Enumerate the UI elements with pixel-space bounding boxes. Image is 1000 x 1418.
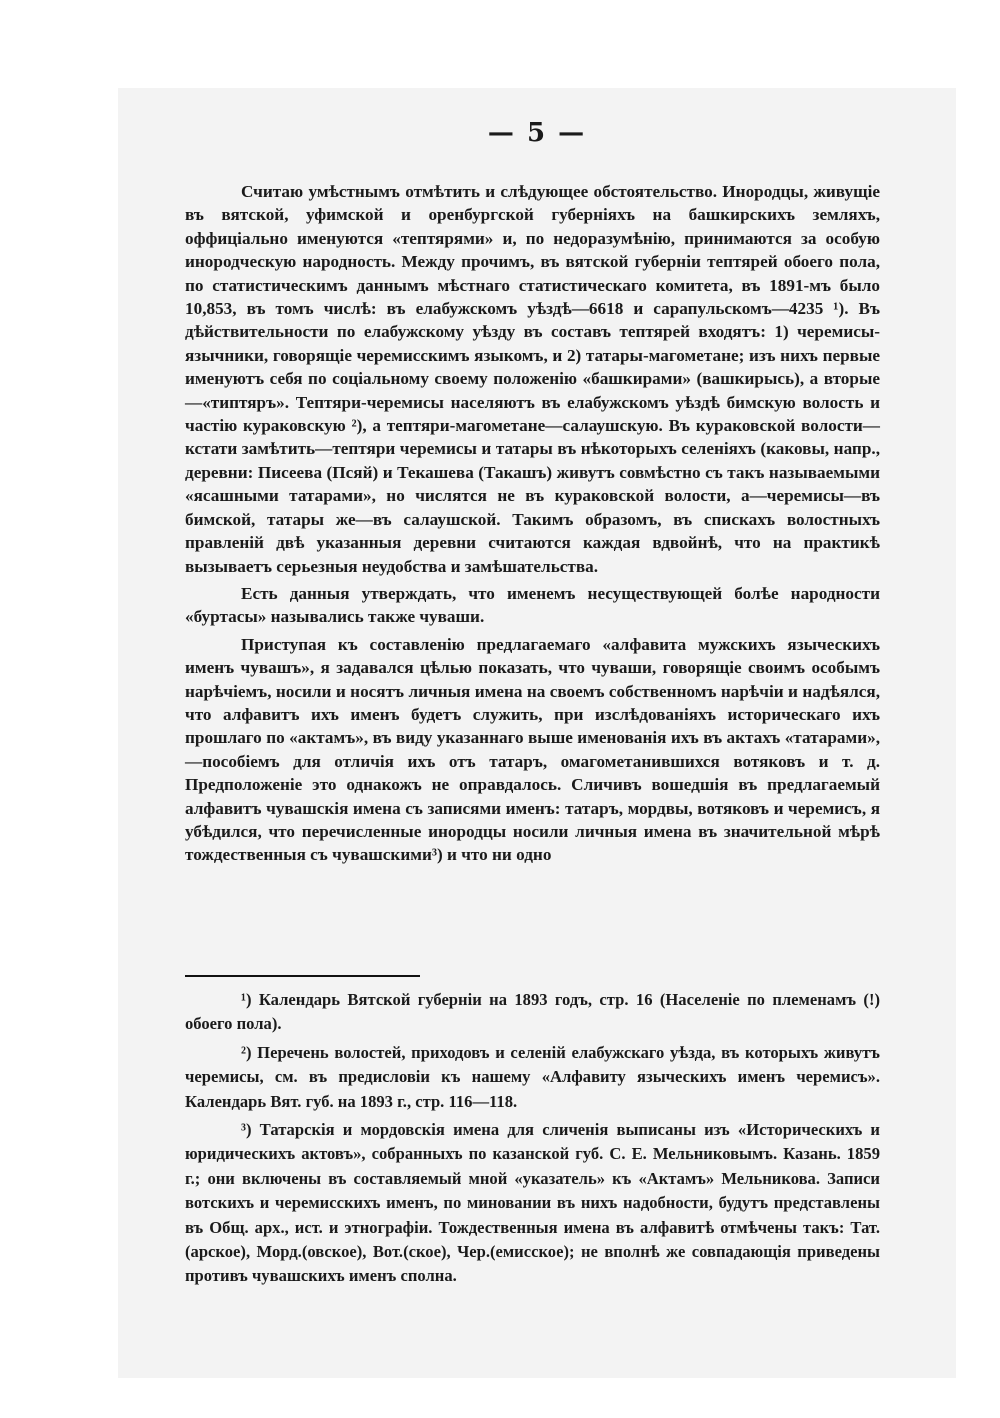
main-text: [185, 180, 880, 871]
paragraph-alphabet: Приступая къ составленію предлагаемаго «алфавита мужскихъ языческихъ именъ чувашъ», я задавался цѣлью показать, что чуваши, говорящіе своимъ особымъ нарѣчіемъ, носили и носятъ личныя имена на своемъ собственномъ нарѣчіи и надѣялся, что алфавитъ ихъ именъ будетъ служить, при изслѣдованіяхъ историческаго ихъ прошлаго по «актамъ», въ виду указаннаго выше именованія ихъ въ актахъ «татарами»,—пособіемъ для отличія ихъ отъ татаръ, омагометанившихся вотяковъ и т. д. Предположеніе это однакожъ не оправдалось. Сличивъ вошедшія въ предлагаемый алфавитъ чувашскія имена съ записями именъ: татаръ, мордвы, вотяковъ и черемисъ, я убѣдился, что перечисленные инородцы носили личныя имена въ значительной мѣрѣ тождественныя съ чувашскими³) и что ни одно: [185, 634, 880, 865]
footnote-2: ²) Перечень волостей, приходовъ и селеній елабужскаго уѣзда, въ которыхъ живутъ черемисы, см. въ предисловіи къ нашему «Алфавиту языческихъ именъ черемисъ». Календарь Вят. губ. на 1893 г., стр. 116—118.: [185, 1042, 880, 1111]
paragraph-burtasy: Есть данныя утверждать, что именемъ несуществующей болѣе народности «буртасы» назывались также чуваши.: [185, 583, 880, 627]
page-number: — 5 —: [487, 118, 587, 148]
footnote-separator: [185, 975, 420, 977]
footnotes: [185, 988, 880, 1293]
footnote-1: ¹) Календарь Вятской губерніи на 1893 годъ, стр. 16 (Населеніе по племенамъ (!) обоего пола).: [185, 990, 880, 1034]
paragraph-tepteri: Считаю умѣстнымъ отмѣтить и слѣдующее обстоятельство. Инородцы, живущіе въ вятской, уфимской и оренбургской губерніяхъ на башкирскихъ земляхъ, оффиціально именуются «тептярями» и, по недоразумѣнію, принимаются за особую инородческую народность. Между прочимъ, въ вятской губерніи тептярей обоего пола, по статистическимъ даннымъ мѣстнаго статистическаго комитета, въ 1891-мъ было 10,853, въ томъ числѣ: въ елабужскомъ уѣздѣ—6618 и сарапульскомъ—4235 ¹). Въ дѣйствительности по елабужскому уѣзду въ составъ тептярей входятъ: 1) черемисы-язычники, говорящіе черемисскимъ языкомъ, и 2) татары-магометане; изъ нихъ первые именуютъ себя по соціальному своему положенію «башкирами» (вашкирысь), а вторые—«типтяръ». Тептяри-черемисы населяютъ въ елабужскомъ уѣздѣ бимскую волость и частію кураковскую ²), а тептяри-магометане—салаушскую. Въ кураковской волости—кстати замѣтить—тептяри черемисы и татары въ нѣкоторыхъ селеніяхъ (каковы, напр., деревни: Писеева (Псяй) и Текашева (Такашъ) живутъ совмѣстно съ такъ называемыми «ясашными татарами», но числятся не въ кураковской волости, а—черемисы—въ бимской, татары же—въ салаушской. Такимъ образомъ, въ спискахъ волостныхъ правленій двѣ указанныя деревни считаются каждая вдвойнѣ, что на практикѣ вызываетъ серьезныя неудобства и замѣшательства.: [185, 182, 880, 576]
footnote-3: ³) Татарскія и мордовскія имена для сличенія выписаны изъ «Историческихъ и юридическихъ актовъ», собранныхъ по казанской губ. С. Е. Мельниковымъ. Казань. 1859 г.; они включены въ составляемый мной «указатель» къ «Актамъ» Мельникова. Записи вотскихъ и черемисскихъ именъ, по миновании въ нихъ надобности, будутъ представлены въ Общ. арх., ист. и этнографіи. Тождественныя имена въ алфавитѣ отмѣчены такъ: Тат.(арское), Морд.(овское), Вот.(ское), Чер.(емисское); не вполнѣ же совпадающія приведены противъ чувашскихъ именъ сполна.: [185, 1120, 880, 1286]
